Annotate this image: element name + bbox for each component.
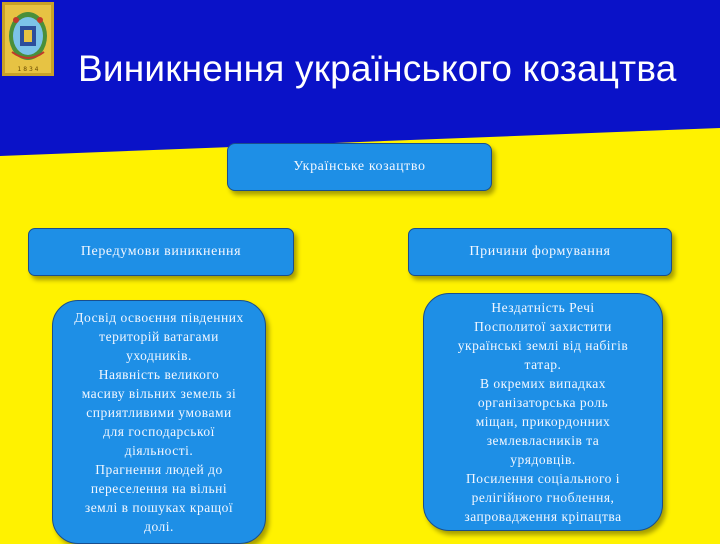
left-line: для господарської <box>103 424 215 439</box>
right-line: татар. <box>524 357 562 372</box>
emblem-caption: 1 8 3 4 <box>17 66 39 73</box>
right-line: запровадження кріпацтва <box>464 509 622 524</box>
left-content-text <box>74 308 243 536</box>
right-content-text <box>458 298 628 526</box>
page-title: Виникнення українського козацтва <box>78 48 677 89</box>
coat-of-arms-icon <box>2 2 54 76</box>
left-line: масиву вільних земель зі <box>81 386 237 401</box>
right-line: урядовців. <box>510 452 576 467</box>
root-node-label: Українське козацтво <box>293 159 426 174</box>
left-line: землі в пошуках кращої <box>84 500 234 515</box>
left-line: територій ватагами <box>99 329 219 344</box>
left-line: сприятливими умовами <box>86 405 232 420</box>
right-line: українські землі від набігів <box>457 338 629 353</box>
right-line: релігійного гноблення, <box>471 490 615 505</box>
left-line: переселення на вільні <box>90 481 228 496</box>
right-line: міщан, прикордонних <box>475 414 611 429</box>
left-line: уходників. <box>126 348 192 363</box>
right-line: Посилення соціального і <box>465 471 621 486</box>
left-line: Наявність великого <box>98 367 220 382</box>
left-line: Прагнення людей до <box>95 462 223 477</box>
right-content-box <box>423 293 663 531</box>
left-line: долі. <box>144 519 174 534</box>
right-header-label: Причини формування <box>469 244 611 259</box>
left-line: діяльності. <box>124 443 194 458</box>
right-line: Нездатність Речі <box>491 300 595 315</box>
right-line: організаторська роль <box>477 395 609 410</box>
right-header-box <box>408 228 672 276</box>
left-header-box <box>28 228 294 276</box>
right-line: землевласників та <box>486 433 600 448</box>
left-line: Досвід освоєння південних <box>74 310 244 325</box>
right-line: Посполитої захистити <box>474 319 612 334</box>
root-node-box <box>227 143 492 191</box>
right-line: В окремих випадках <box>479 376 607 391</box>
left-content-box <box>52 300 266 544</box>
left-header-label: Передумови виникнення <box>80 244 242 259</box>
